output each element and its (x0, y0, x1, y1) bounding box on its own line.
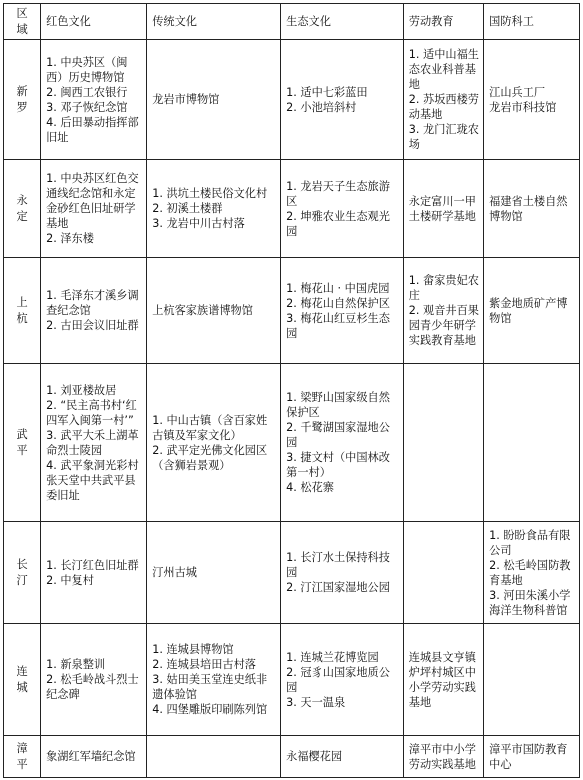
list-item: 3. 龙门汇珑农场 (408, 123, 479, 151)
list-item: 3. 龙岩中川古村落 (152, 217, 245, 230)
item-list (489, 742, 575, 772)
traditional-culture-cell (147, 40, 281, 160)
list-item: 2. 冠豸山国家地质公园 (286, 665, 390, 694)
traditional-culture-cell (147, 624, 281, 736)
labor-education-cell (403, 160, 483, 258)
list-item: 2. 梅花山自然保护区 (286, 296, 390, 310)
defense-tech-cell (484, 364, 580, 522)
region-cell (4, 736, 41, 778)
list-item: 江山兵工厂 (489, 85, 546, 99)
item-list (489, 296, 575, 326)
header-region: 区域 (4, 4, 41, 40)
resource-table (3, 3, 580, 778)
labor-education-cell (403, 40, 483, 160)
item-list (286, 650, 399, 710)
item-list (46, 288, 142, 333)
item-list (286, 281, 399, 341)
region-name: 武平 (16, 427, 28, 457)
list-item: 3. 河田朱溪小学海洋生物科普馆 (489, 588, 571, 617)
list-item: 2. 坤雅农业生态观光园 (286, 209, 390, 238)
item-list (409, 742, 479, 772)
item-list (409, 650, 479, 710)
item-list (286, 390, 399, 495)
defense-tech-cell (484, 522, 580, 624)
item-list (152, 92, 276, 107)
list-item: 2. “民主高书村‘红四军入闽第一村’” (46, 398, 137, 427)
list-item: 1. 连城兰花博览园 (286, 650, 379, 664)
list-item: 3. 天一温泉 (286, 695, 346, 709)
list-item: 上杭客家族谱博物馆 (152, 304, 253, 317)
traditional-culture-cell (147, 258, 281, 364)
item-list (286, 85, 399, 115)
list-item: 2. 苏坂西楼劳动基地 (408, 93, 479, 121)
item-list (152, 186, 276, 231)
list-item: 汀州古城 (152, 566, 197, 579)
list-item: 3. 捷文村（中国林改第一村） (286, 451, 390, 479)
item-list (152, 642, 276, 717)
table-row (4, 40, 580, 160)
list-item: 1. 中央苏区红色交通线纪念馆和永定金砂红色旧址研学基地 (46, 172, 139, 230)
list-item: 2. 武平定光佛文化园区（含狮岩景观） (152, 443, 268, 472)
region-name: 永定 (16, 193, 28, 223)
item-list (152, 413, 276, 473)
defense-tech-cell (484, 258, 580, 364)
list-item: 1. 连城县博物馆 (152, 643, 234, 656)
list-item: 1. 长汀水土保持科技园 (286, 551, 390, 579)
list-item: 永定富川一甲土楼研学基地 (408, 194, 476, 223)
list-item: 2. 小池培斜村 (286, 100, 357, 114)
defense-tech-cell (484, 736, 580, 778)
red-culture-cell (41, 364, 147, 522)
labor-education-cell (403, 258, 483, 364)
labor-education-cell (403, 522, 483, 624)
list-item: 4. 武平象洞光彩村张天堂中共武平县委旧址 (46, 458, 139, 502)
traditional-culture-cell (147, 522, 281, 624)
table-row (4, 624, 580, 736)
item-list (409, 273, 479, 348)
list-item: 2. 松毛岭国防教育基地 (489, 558, 571, 587)
region-cell (4, 160, 41, 258)
list-item: 1. 刘亚楼故居 (46, 383, 117, 397)
list-item: 2. 泽东楼 (46, 232, 94, 245)
list-item: 象湖红军墙纪念馆 (46, 750, 136, 763)
region-name: 新罗 (16, 84, 28, 114)
list-item: 漳平市国防教育中心 (489, 742, 568, 771)
list-item: 1. 长汀红色旧址群 (46, 558, 139, 572)
red-culture-cell (41, 258, 147, 364)
list-item: 福建省土楼自然博物馆 (489, 194, 568, 223)
list-item: 漳平市中小学劳动实践基地 (408, 742, 476, 771)
list-item: 4. 松花寨 (286, 481, 334, 494)
ecological-culture-cell (281, 160, 404, 258)
red-culture-cell (41, 522, 147, 624)
ecological-culture-cell (281, 624, 404, 736)
list-item: 2. 观音井百果园青少年研学实践教育基地 (408, 304, 479, 347)
list-item: 2. 松毛岭战斗烈士纪念碑 (46, 673, 139, 701)
list-item: 1. 中山古镇（含百家姓古镇及军家文化） (152, 413, 268, 442)
table-row (4, 160, 580, 258)
header-labor-education: 劳动教育 (403, 4, 483, 40)
labor-education-cell (403, 364, 483, 522)
item-list (286, 550, 399, 595)
traditional-culture-cell (147, 160, 281, 258)
labor-education-cell (403, 736, 483, 778)
item-list (489, 194, 575, 224)
list-item: 1. 毛泽东才溪乡调查纪念馆 (46, 289, 139, 317)
list-item: 1. 盼盼食品有限公司 (489, 528, 571, 557)
table-row (4, 522, 580, 624)
ecological-culture-cell (281, 40, 404, 160)
region-name: 漳平 (16, 741, 28, 771)
red-culture-cell (41, 40, 147, 160)
defense-tech-cell (484, 160, 580, 258)
ecological-culture-cell (281, 258, 404, 364)
item-list (46, 558, 142, 588)
list-item: 2. 中复村 (46, 573, 94, 587)
list-item: 1. 畲家贵妃农庄 (408, 274, 479, 302)
table-row (4, 258, 580, 364)
list-item: 2. 汀江国家湿地公园 (286, 581, 390, 594)
list-item: 2. 千鹭湖国家湿地公园 (286, 421, 390, 449)
list-item: 1. 适中山福生态农业科普基地 (408, 48, 479, 91)
item-list (46, 657, 142, 702)
list-item: 4. 后田暴动指挥部旧址 (46, 115, 139, 144)
list-item: 2. 古田会议旧址群 (46, 319, 139, 332)
list-item: 1. 中央苏区（闽西）历史博物馆 (46, 55, 128, 84)
ecological-culture-cell (281, 522, 404, 624)
region-name: 长汀 (16, 557, 28, 587)
item-list (152, 303, 276, 318)
list-item: 2. 连城县培田古村落 (152, 658, 256, 671)
red-culture-cell (41, 736, 147, 778)
list-item: 1. 适中七彩蓝田 (286, 85, 368, 99)
list-item: 3. 姑田美玉堂连史纸非遗体验馆 (152, 673, 268, 701)
item-list (286, 179, 399, 239)
list-item: 4. 四堡雕版印刷陈列馆 (152, 703, 268, 716)
defense-tech-cell (484, 624, 580, 736)
item-list (152, 565, 276, 580)
list-item: 2. 闽西工农银行 (46, 85, 128, 99)
region-cell (4, 364, 41, 522)
item-list (46, 171, 142, 246)
header-row (4, 4, 580, 40)
list-item: 连城县文亨镇炉坪村城区中小学劳动实践基地 (408, 650, 476, 709)
red-culture-cell (41, 160, 147, 258)
list-item: 1. 洪坑土楼民俗文化村 (152, 187, 268, 200)
list-item: 龙岩市博物馆 (152, 93, 220, 106)
header-red-culture: 红色文化 (41, 4, 147, 40)
region-name: 连城 (16, 664, 28, 694)
table-row (4, 736, 580, 778)
item-list (409, 194, 479, 224)
list-item: 紫金地质矿产博物馆 (489, 296, 568, 325)
table-row (4, 364, 580, 522)
list-item: 龙岩市科技馆 (489, 100, 557, 114)
region-name: 上杭 (16, 295, 28, 325)
list-item: 3. 武平大禾上湖革命烈士陵园 (46, 428, 139, 457)
region-cell (4, 40, 41, 160)
ecological-culture-cell (281, 736, 404, 778)
ecological-culture-cell (281, 364, 404, 522)
list-item: 1. 梅花山 · 中国虎园 (286, 281, 390, 295)
item-list (489, 528, 575, 618)
item-list (286, 749, 399, 764)
traditional-culture-cell (147, 364, 281, 522)
defense-tech-cell (484, 40, 580, 160)
item-list (489, 85, 575, 115)
region-cell (4, 258, 41, 364)
list-item: 2. 初溪土楼群 (152, 202, 223, 215)
region-cell (4, 522, 41, 624)
item-list (409, 47, 479, 152)
region-cell (4, 624, 41, 736)
item-list (46, 749, 142, 764)
item-list (46, 55, 142, 145)
list-item: 1. 新泉整训 (46, 658, 106, 671)
item-list (46, 383, 142, 503)
labor-education-cell (403, 624, 483, 736)
header-defense-tech: 国防科工 (484, 4, 580, 40)
header-ecological-culture: 生态文化 (281, 4, 404, 40)
list-item: 1. 梁野山国家级自然保护区 (286, 391, 390, 419)
traditional-culture-cell (147, 736, 281, 778)
list-item: 3. 梅花山红豆杉生态园 (286, 311, 390, 340)
list-item: 永福樱花园 (286, 750, 343, 763)
list-item: 3. 邓子恢纪念馆 (46, 100, 128, 114)
list-item: 1. 龙岩天子生态旅游区 (286, 179, 390, 208)
header-traditional-culture: 传统文化 (147, 4, 281, 40)
red-culture-cell (41, 624, 147, 736)
